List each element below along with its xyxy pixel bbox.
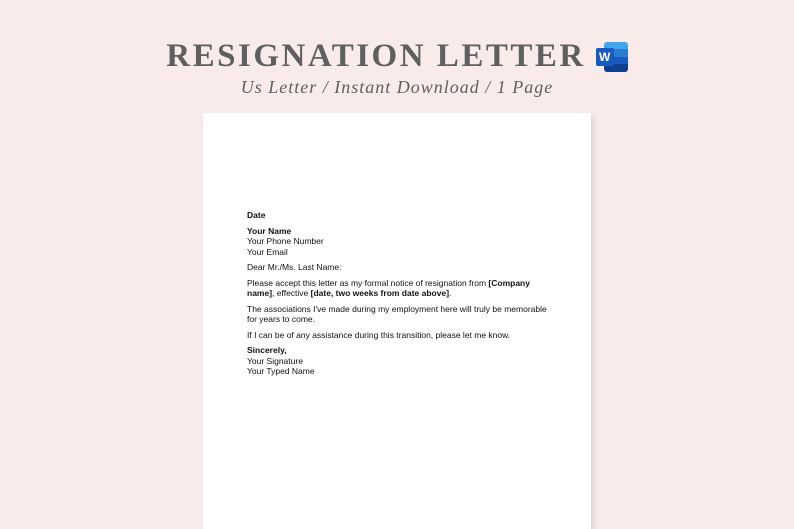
letter-your-name: Your Name — [247, 225, 292, 236]
letter-body — [247, 210, 547, 382]
page-title: RESIGNATION LETTER — [166, 38, 586, 74]
p1-date: [date, two weeks from date above] — [310, 288, 450, 298]
letter-paragraph-3: If I can be of any assistance during this transition, please let me know. — [247, 329, 511, 340]
letter-email: Your Email — [247, 246, 288, 257]
letter-signature: Your Signature — [247, 355, 303, 366]
letter-paragraph-1 — [247, 278, 547, 299]
p1-mid: , effective — [272, 288, 311, 298]
letter-paragraph-2: The associations I've made during my employment here will truly be memorable for years to come. — [247, 303, 547, 324]
letter-phone: Your Phone Number — [247, 236, 324, 246]
p1-company: [Company name] — [247, 277, 530, 298]
microsoft-word-icon — [596, 42, 628, 72]
p1-end: . — [449, 288, 452, 298]
letter-salutation: Dear Mr./Ms. Last Name: — [247, 262, 342, 272]
p1-start: Please accept this letter as my formal notice of resignation from — [247, 277, 489, 288]
letter-typed-name: Your Typed Name — [247, 366, 315, 376]
title-row — [0, 38, 794, 75]
page-subtitle: Us Letter / Instant Download / 1 Page — [240, 77, 554, 97]
letter-closing: Sincerely, — [247, 345, 287, 355]
letter-page — [203, 113, 591, 529]
letter-date: Date — [247, 210, 266, 220]
word-icon-badge: W — [596, 48, 614, 66]
header — [0, 38, 794, 98]
